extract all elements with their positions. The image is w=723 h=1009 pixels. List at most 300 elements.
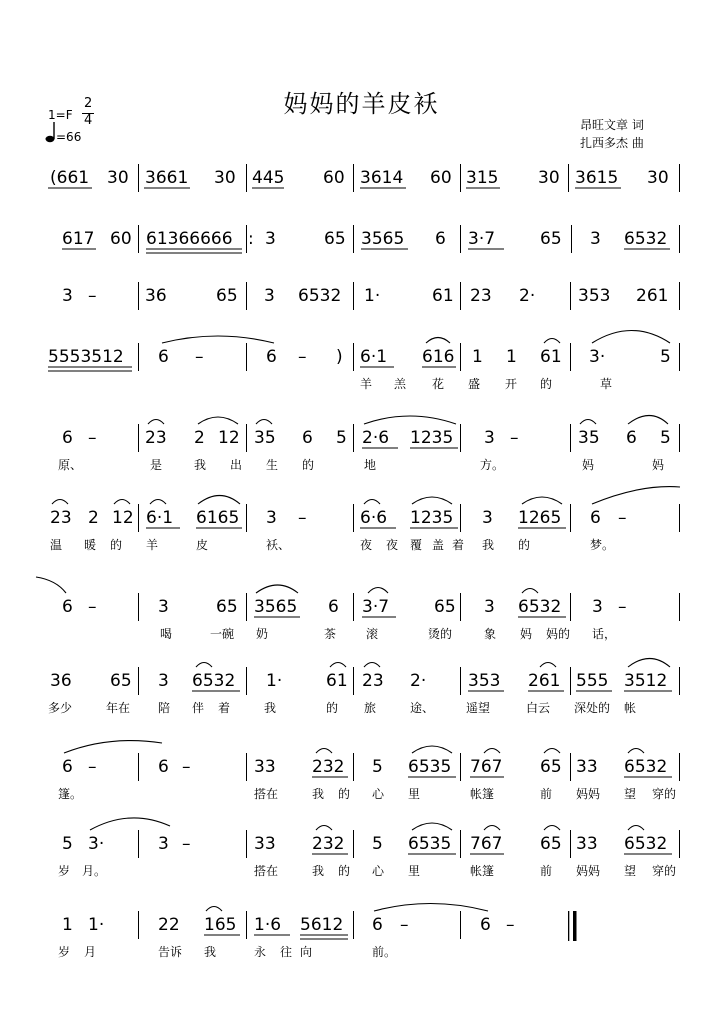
barline	[679, 667, 680, 695]
lyric: 花	[432, 377, 445, 391]
note-group: 6	[62, 428, 73, 448]
note-group: 23	[362, 671, 384, 691]
lyric: 我	[264, 701, 277, 715]
note-group: 65	[434, 597, 456, 617]
note-group: 6	[435, 229, 446, 249]
lyric: 我	[482, 538, 495, 552]
note-group: 6·6	[360, 508, 388, 528]
barline	[353, 343, 354, 371]
slur-arc	[544, 749, 560, 754]
note-group: –	[88, 597, 97, 617]
note-group: –	[182, 834, 191, 854]
barline	[246, 424, 247, 452]
note-group: 445	[252, 168, 285, 188]
barline	[570, 343, 571, 371]
note-group: 36	[50, 671, 72, 691]
barline	[138, 424, 139, 452]
barline	[679, 424, 680, 452]
lyric: 妈	[582, 458, 595, 472]
note-group: 1·6	[254, 915, 282, 935]
lyric: 夜	[360, 538, 373, 552]
note-group: 3	[264, 286, 275, 306]
barline	[138, 593, 139, 621]
note-group: 65	[324, 229, 346, 249]
note-group: 6532	[518, 597, 562, 617]
note-group: 6	[266, 347, 277, 367]
note-group: –	[506, 915, 515, 935]
barline	[679, 830, 680, 858]
lyric: 生	[266, 458, 279, 472]
note-group: 1	[506, 347, 517, 367]
barline	[138, 911, 139, 939]
note-group: 3·7	[468, 229, 496, 249]
note-group: 6	[62, 757, 73, 777]
note-group: 3	[482, 508, 493, 528]
note-group: 3·	[88, 834, 105, 854]
slur-arc	[522, 497, 562, 504]
lyric: 羊	[146, 538, 159, 552]
note-group: 1235	[410, 428, 454, 448]
lyric: 搭在	[254, 787, 279, 801]
note-group: 61366666	[146, 229, 233, 249]
barline	[353, 667, 354, 695]
barline	[570, 282, 571, 310]
note-group: 6	[590, 508, 601, 528]
barline	[460, 164, 461, 192]
lyric: 的	[338, 864, 351, 878]
lyric: 羔	[394, 377, 407, 391]
barline	[571, 225, 572, 253]
note-group: 232	[312, 757, 345, 777]
slur-arc	[412, 746, 452, 753]
slur-arc	[64, 741, 162, 753]
barline	[353, 282, 354, 310]
barline	[246, 593, 247, 621]
lyric: 搭在	[254, 864, 279, 878]
note-group: 1265	[518, 508, 562, 528]
note-group: 23	[470, 286, 492, 306]
note-group: 3	[158, 597, 169, 617]
barline	[568, 164, 569, 192]
note-group: 6	[328, 597, 339, 617]
note-group: 2·	[519, 286, 536, 306]
lyric: 覆	[410, 538, 423, 552]
lyric: 梦。	[590, 538, 615, 552]
lyric: 的	[326, 701, 339, 715]
note-group: –	[88, 757, 97, 777]
lyric: 永	[254, 945, 267, 959]
note-group: 33	[576, 757, 598, 777]
note-group: –	[618, 597, 627, 617]
lyric: 途、	[410, 701, 435, 715]
slur-arc	[484, 749, 500, 754]
note-group: 3	[158, 834, 169, 854]
note-group: –	[88, 286, 97, 306]
slur-arc	[592, 487, 680, 504]
barline	[460, 282, 461, 310]
note-group: –	[195, 347, 204, 367]
note-group: 5	[372, 757, 383, 777]
note-group: 35	[254, 428, 276, 448]
note-group: 5	[660, 428, 671, 448]
note-group: 61	[326, 671, 348, 691]
lyric: 篷。	[58, 787, 83, 801]
lyric: 告诉	[158, 945, 183, 959]
lyric: 白云	[526, 701, 551, 715]
note-group: 2	[194, 428, 205, 448]
note-group: (661	[50, 168, 90, 188]
barline	[138, 343, 139, 371]
barline	[570, 753, 571, 781]
note-group: –	[298, 347, 307, 367]
tempo-marking: =66	[56, 130, 82, 144]
note-group: :	[248, 229, 254, 249]
lyric: 前	[540, 787, 553, 801]
lyric: 草	[600, 377, 613, 391]
slur-arc	[368, 588, 388, 594]
lyric: 多少	[48, 701, 73, 715]
note-group: –	[618, 508, 627, 528]
note-group: 6	[158, 347, 169, 367]
note-group: 2·	[410, 671, 427, 691]
note-group: 23	[145, 428, 167, 448]
note-group: 3	[484, 428, 495, 448]
note-group: 30	[647, 168, 669, 188]
lyric: 岁	[58, 945, 71, 959]
note-group: 6535	[408, 757, 452, 777]
lyric: 往	[280, 945, 293, 959]
note-group: 6165	[196, 508, 240, 528]
slur-arc	[580, 420, 596, 425]
note-group: 767	[470, 834, 503, 854]
barline	[353, 593, 354, 621]
final-barline-thick	[573, 911, 577, 941]
note-group: 33	[254, 757, 276, 777]
note-group: 65	[540, 757, 562, 777]
barline	[246, 667, 247, 695]
barline	[460, 504, 461, 532]
barline	[679, 164, 680, 192]
note-group: 6532	[624, 834, 668, 854]
lyric: 心	[372, 787, 385, 801]
lyric: 前	[540, 864, 553, 878]
note-group: 3512	[624, 671, 668, 691]
barline	[353, 504, 354, 532]
lyric: 里	[408, 864, 421, 878]
slur-arc	[364, 663, 380, 668]
note-group: 232	[312, 834, 345, 854]
note-group: 1·	[88, 915, 105, 935]
slur-arc	[522, 589, 538, 594]
note-group: 617	[62, 229, 95, 249]
note-group: 555	[576, 671, 609, 691]
barline	[570, 830, 571, 858]
slur-arc	[628, 416, 668, 425]
note-group: 65	[540, 834, 562, 854]
slur-arc	[36, 577, 66, 593]
note-group: 12	[112, 508, 134, 528]
note-group: 5	[336, 428, 347, 448]
note-group: 6	[480, 915, 491, 935]
lyric: 出	[230, 458, 243, 472]
barline	[246, 343, 247, 371]
note-group: 30	[107, 168, 129, 188]
slur-arc	[256, 420, 272, 425]
time-signature-top: 2	[84, 96, 93, 111]
note-group: 33	[576, 834, 598, 854]
slur-arc	[114, 500, 130, 505]
lyric: 月	[84, 945, 97, 959]
lyricist-credit: 昂旺文章 词	[580, 118, 644, 132]
lyric: 的	[110, 538, 123, 552]
lyric: 妈的	[546, 627, 571, 641]
note-group: 3	[265, 229, 276, 249]
note-group: 3615	[575, 168, 619, 188]
barline	[570, 424, 571, 452]
note-group: 1235	[410, 508, 454, 528]
lyric: 着	[218, 701, 231, 715]
lyric: 袄、	[266, 538, 291, 552]
note-group: 165	[204, 915, 237, 935]
note-group: 30	[538, 168, 560, 188]
note-group: 61	[432, 286, 454, 306]
note-group: 2·6	[362, 428, 390, 448]
barline	[679, 753, 680, 781]
barline	[138, 282, 139, 310]
barline	[460, 667, 461, 695]
note-group: 36	[145, 286, 167, 306]
barline	[138, 504, 139, 532]
lyric: 我	[194, 458, 207, 472]
barline	[246, 911, 247, 939]
barline	[246, 282, 247, 310]
note-group: 6532	[624, 229, 668, 249]
lyric: 皮	[196, 538, 209, 552]
note-group: 3	[590, 229, 601, 249]
note-group: 6532	[298, 286, 342, 306]
note-group: 3661	[145, 168, 189, 188]
barline	[570, 667, 571, 695]
slur-arc	[374, 904, 488, 912]
note-group: 6	[372, 915, 383, 935]
lyric: 我	[204, 945, 217, 959]
lyric: 妈	[652, 458, 665, 472]
note-group: 353	[578, 286, 611, 306]
lyric: 妈妈	[576, 787, 601, 801]
note-group: 261	[636, 286, 669, 306]
lyric: 望	[624, 787, 637, 801]
note-group: 3	[158, 671, 169, 691]
slur-arc	[364, 416, 456, 424]
time-signature-bottom: 4	[84, 113, 93, 128]
barline	[460, 830, 461, 858]
barline	[353, 830, 354, 858]
note-group: 65	[540, 229, 562, 249]
note-group: –	[182, 757, 191, 777]
note-group: 767	[470, 757, 503, 777]
note-group: 353	[468, 671, 501, 691]
barline	[138, 753, 139, 781]
lyric: 温	[50, 538, 63, 552]
slur-arc	[592, 331, 670, 344]
lyric: 烫的	[428, 627, 453, 641]
note-group: 315	[466, 168, 499, 188]
lyric: 的	[338, 787, 351, 801]
barline	[353, 225, 354, 253]
lyric: 心	[372, 864, 385, 878]
lyric: 我	[312, 864, 325, 878]
lyric: 着	[452, 538, 465, 552]
lyric: 帐篷	[470, 864, 495, 878]
barline	[246, 830, 247, 858]
slur-arc	[198, 417, 238, 424]
note-group: 6	[158, 757, 169, 777]
barline	[138, 164, 139, 192]
lyric: 妈	[520, 627, 533, 641]
note-group: 30	[214, 168, 236, 188]
note-group: 65	[216, 286, 238, 306]
note-group: 5	[372, 834, 383, 854]
barline	[679, 225, 680, 253]
note-group: )	[336, 347, 343, 367]
barline	[353, 753, 354, 781]
slur-arc	[90, 818, 170, 830]
lyric: 方。	[480, 458, 505, 472]
barline	[679, 504, 680, 532]
slur-arc	[544, 339, 560, 344]
lyric: 前。	[372, 945, 397, 959]
note-group: –	[298, 508, 307, 528]
lyric: 伴	[192, 701, 205, 715]
lyric: 帐	[624, 701, 637, 715]
barline	[460, 225, 461, 253]
lyric: 里	[408, 787, 421, 801]
note-group: 12	[218, 428, 240, 448]
barline	[679, 593, 680, 621]
slur-arc	[196, 663, 212, 668]
lyric: 象	[484, 627, 497, 641]
slur-arc	[52, 500, 68, 505]
slur-arc	[256, 585, 298, 593]
lyric: 的	[540, 377, 553, 391]
note-group: 5612	[300, 915, 344, 935]
barline	[138, 830, 139, 858]
barline	[138, 225, 139, 253]
note-group: 1·	[266, 671, 283, 691]
song-title: 妈妈的羊皮袄	[283, 90, 440, 118]
barline	[353, 911, 354, 939]
note-group: 261	[528, 671, 561, 691]
lyric: 羊	[360, 377, 373, 391]
slur-arc	[628, 826, 644, 831]
note-group: –	[510, 428, 519, 448]
lyric: 地	[364, 458, 377, 472]
barline	[460, 753, 461, 781]
note-group: –	[88, 428, 97, 448]
note-group: 5553512	[48, 347, 124, 367]
lyric: 喝	[160, 627, 173, 641]
note-group: 6·1	[360, 347, 388, 367]
barline	[138, 667, 139, 695]
slur-arc	[316, 826, 332, 831]
lyric: 是	[150, 458, 163, 472]
lyric: 帐篷	[470, 787, 495, 801]
lyric: 奶	[256, 627, 269, 641]
barline	[570, 504, 571, 532]
barline	[568, 911, 569, 939]
note-group: 3	[62, 286, 73, 306]
barline	[460, 424, 461, 452]
slur-arc	[148, 420, 164, 425]
barline	[679, 343, 680, 371]
note-group: 616	[422, 347, 455, 367]
slur-arc	[150, 500, 166, 505]
lyric: 的	[518, 538, 531, 552]
lyric: 盛	[468, 377, 481, 391]
lyric: 我	[312, 787, 325, 801]
slur-arc	[412, 823, 452, 830]
lyric: 暖	[84, 538, 97, 552]
note-group: 1	[62, 915, 73, 935]
note-group: 6	[626, 428, 637, 448]
slur-arc	[198, 496, 240, 505]
lyric: 原、	[58, 458, 83, 472]
lyric: 陪	[158, 701, 171, 715]
note-group: 23	[50, 508, 72, 528]
slur-arc	[484, 826, 500, 831]
key-signature: 1=F	[48, 108, 73, 122]
lyric: 话，	[592, 627, 617, 641]
lyric: 年在	[106, 701, 131, 715]
lyric: 茶	[324, 627, 337, 641]
lyric: 深处的	[574, 701, 611, 715]
lyric: 穿的	[652, 787, 677, 801]
barline	[353, 164, 354, 192]
slur-arc	[162, 336, 274, 343]
slur-arc	[330, 663, 346, 668]
slur-arc	[364, 500, 380, 505]
lyric: 夜	[386, 538, 399, 552]
note-group: 60	[430, 168, 452, 188]
note-group: 5	[660, 347, 671, 367]
slur-arc	[544, 826, 560, 831]
barline	[460, 343, 461, 371]
slur-arc	[540, 663, 556, 668]
lyric: 旅	[364, 701, 377, 715]
slur-arc	[412, 497, 452, 504]
note-group: 3565	[254, 597, 298, 617]
lyric: 盖	[432, 538, 445, 552]
slur-arc	[628, 749, 644, 754]
note-group: 6	[62, 597, 73, 617]
barline	[353, 424, 354, 452]
lyric: 遥望	[466, 701, 491, 715]
lyric: 向	[300, 945, 313, 959]
note-group: 6535	[408, 834, 452, 854]
note-group: 3·7	[362, 597, 390, 617]
slur-arc	[426, 338, 450, 344]
composer-credit: 扎西多杰 曲	[580, 136, 644, 150]
note-group: 35	[578, 428, 600, 448]
barline	[246, 753, 247, 781]
lyric: 的	[302, 458, 315, 472]
lyric: 开	[505, 377, 518, 391]
note-group: 60	[323, 168, 345, 188]
note-group: 3614	[360, 168, 404, 188]
barline	[460, 593, 461, 621]
note-group: 3	[484, 597, 495, 617]
slur-arc	[628, 659, 670, 668]
